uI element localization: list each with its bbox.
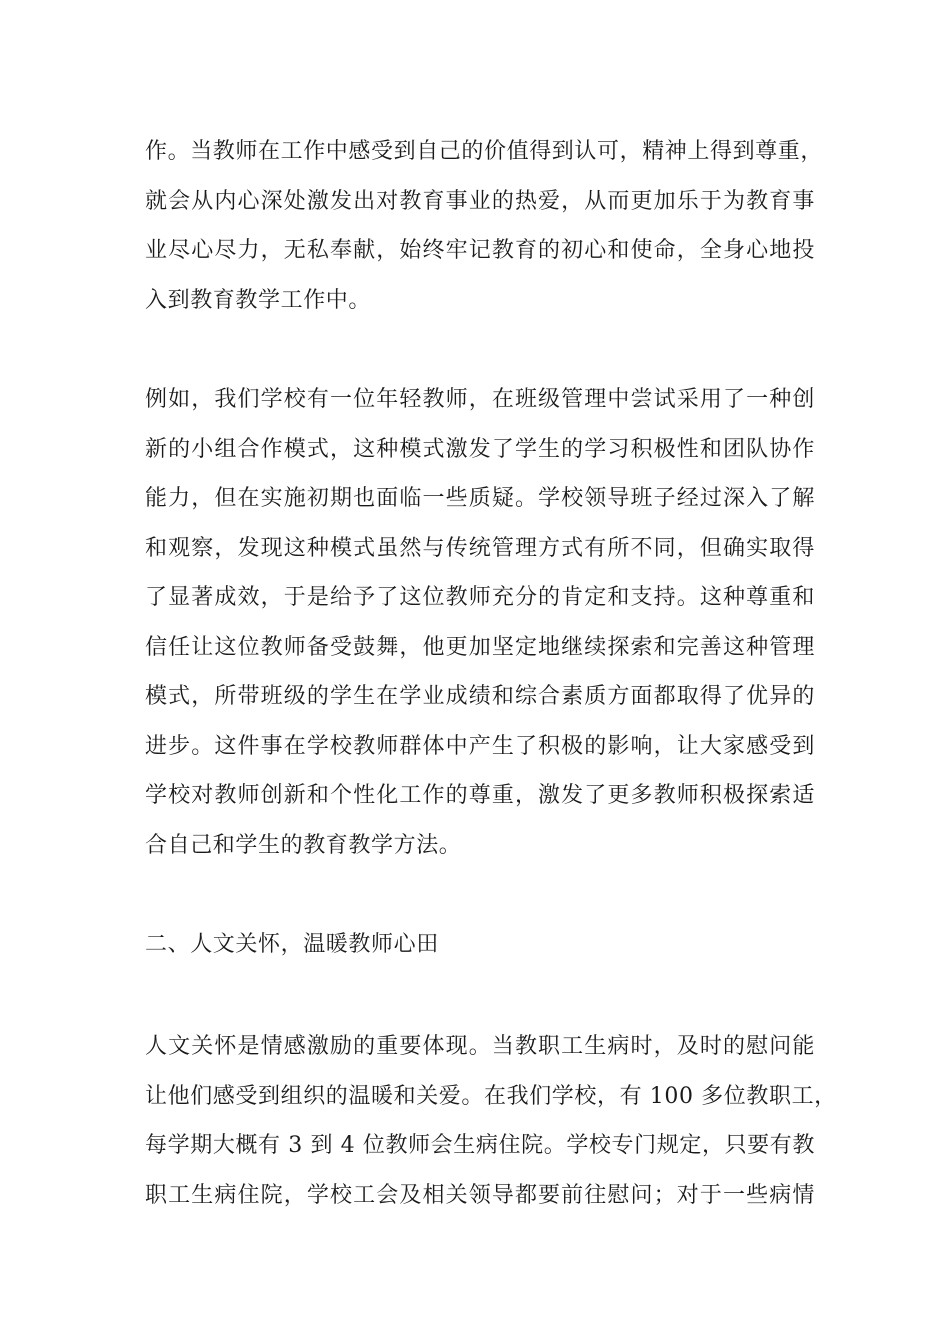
text-line: 业尽心尽力，无私奉献，始终牢记教育的初心和使命，全身心地投	[145, 238, 815, 263]
text-line: 就会从内心深处激发出对教育事业的热爱，从而更加乐于为教育事	[145, 188, 815, 214]
text-line: 合自己和学生的教育教学方法。	[145, 832, 462, 858]
text-line: 了显著成效，于是给予了这位教师充分的肯定和支持。这种尊重和	[145, 585, 815, 610]
text-line: 作。当教师在工作中感受到自己的价值得到认可，精神上得到尊重，	[145, 139, 824, 164]
text-line: 例如，我们学校有一位年轻教师，在班级管理中尝试采用了一种创	[145, 387, 815, 412]
text-line: 模式，所带班级的学生在学业成绩和综合素质方面都取得了优异的	[145, 684, 815, 709]
text-line: 和观察，发现这种模式虽然与传统管理方式有所不同，但确实取得	[145, 535, 815, 561]
text-line: 学校对教师创新和个性化工作的尊重，激发了更多教师积极探索适	[145, 783, 815, 808]
text-line: 新的小组合作模式，这种模式激发了学生的学习积极性和团队协作	[145, 436, 815, 462]
text-line: 每学期大概有 3 到 4 位教师会生病住院。学校专门规定，只要有教	[145, 1133, 815, 1158]
section-heading	[145, 920, 815, 970]
paragraph-example	[145, 375, 815, 870]
text-line: 进步。这件事在学校教师群体中产生了积极的影响，让大家感受到	[145, 733, 815, 759]
text-line: 入到教育教学工作中。	[145, 287, 372, 313]
paragraph-humanistic-care	[145, 1022, 837, 1220]
text-line: 让他们感受到组织的温暖和关爱。在我们学校，有 100 多位教职工，	[145, 1083, 837, 1109]
text-line: 信任让这位教师备受鼓舞，他更加坚定地继续探索和完善这种管理	[145, 634, 815, 660]
text-line: 职工生病住院，学校工会及相关领导都要前往慰问；对于一些病情	[145, 1182, 815, 1208]
section-heading-text: 二、人文关怀，温暖教师心田	[145, 932, 439, 957]
text-line: 能力，但在实施初期也面临一些质疑。学校领导班子经过深入了解	[145, 486, 815, 511]
text-line: 人文关怀是情感激励的重要体现。当教职工生病时，及时的慰问能	[145, 1034, 815, 1059]
paragraph-teacher-value	[145, 127, 824, 325]
